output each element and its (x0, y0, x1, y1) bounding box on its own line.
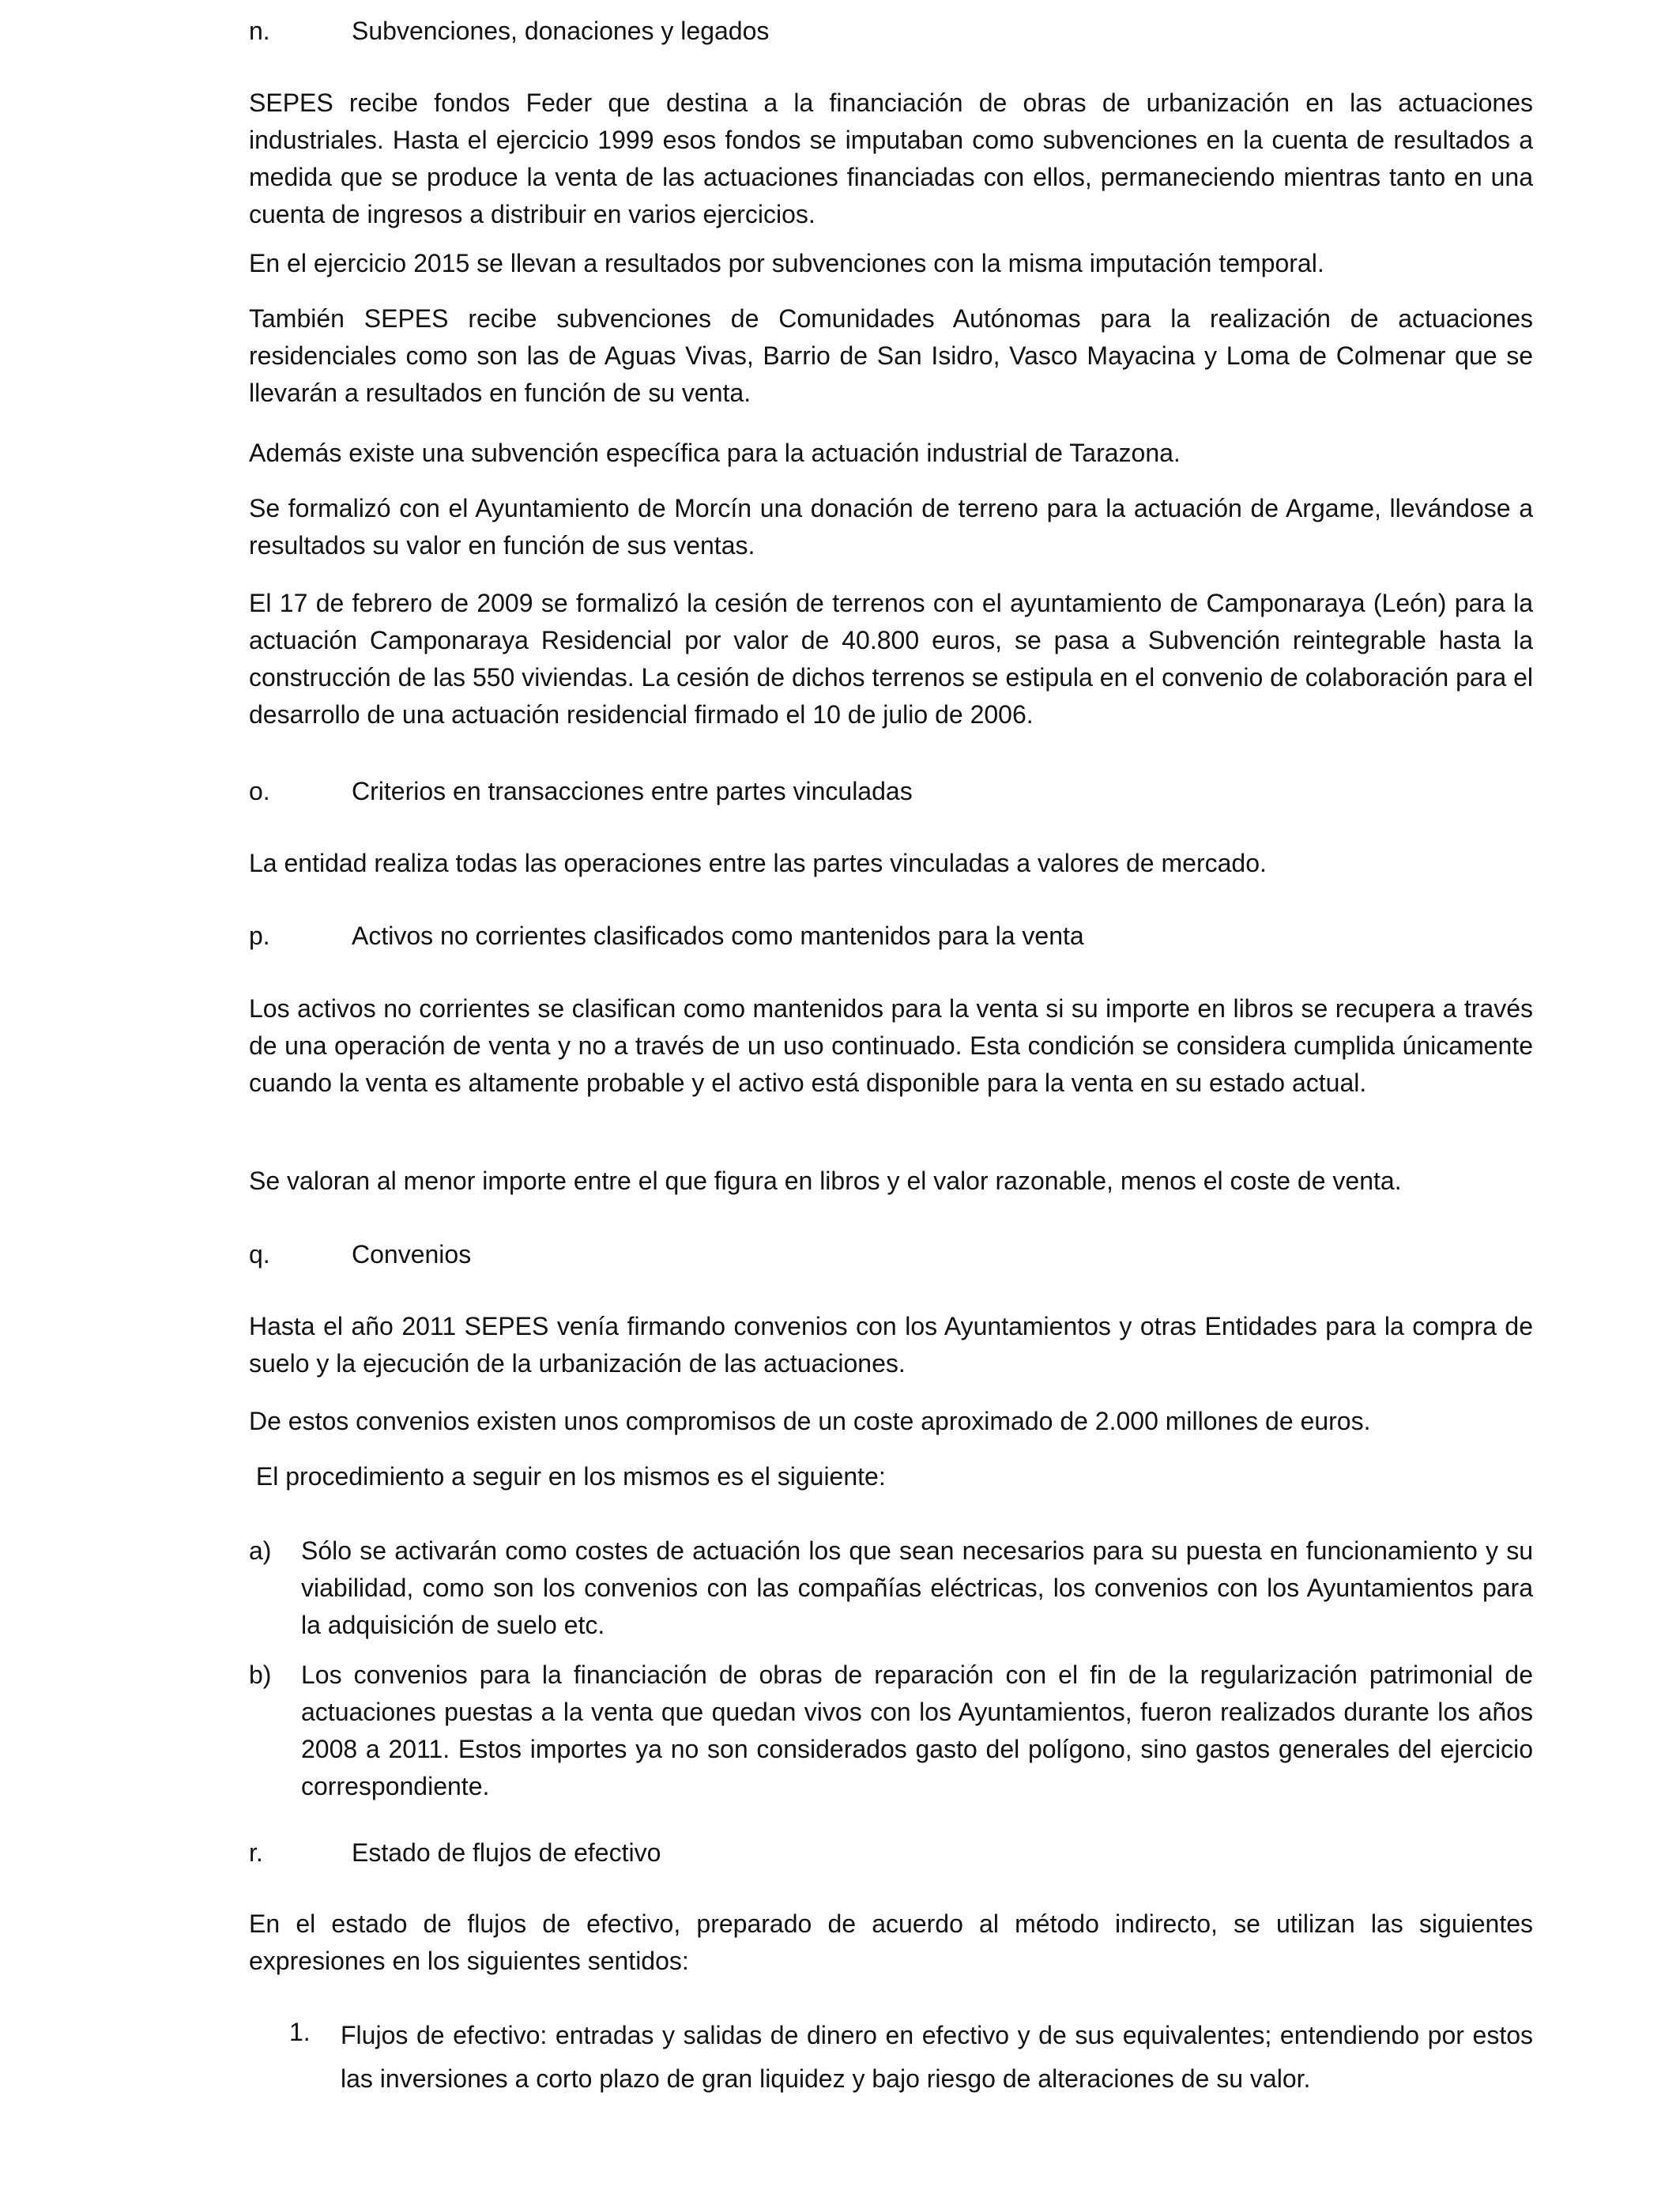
section-p-letter: p. (249, 922, 270, 950)
section-r-paragraph-1: En el estado de flujos de efectivo, preparado de acuerdo al método indirecto, se utilizan las siguientes expresiones en los siguientes sentidos: (249, 1909, 1533, 1975)
list-text: Flujos de efectivo: entradas y salidas de dinero en efectivo y de sus equivalentes; entendiendo por estos las inversiones a corto plazo de gran liquidez y bajo riesgo de alteraciones de su valor. (341, 2021, 1533, 2093)
section-p-title: Activos no corrientes clasificados como mantenidos para la venta (352, 922, 1084, 950)
section-n-paragraph-4: Además existe una subvención específica para la actuación industrial de Tarazona. (249, 439, 1181, 467)
list-marker: 1. (289, 2018, 311, 2046)
section-q-heading (249, 1236, 1533, 1273)
section-n-paragraph-2: En el ejercicio 2015 se llevan a resultados por subvenciones con la misma imputación temporal. (249, 249, 1324, 277)
section-r-letter: r. (249, 1838, 263, 1867)
section-r-title: Estado de flujos de efectivo (352, 1838, 661, 1867)
section-n-letter: n. (249, 17, 270, 45)
section-q-paragraph-2: De estos convenios existen unos compromisos de un coste aproximado de 2.000 millones de euros. (249, 1407, 1371, 1435)
section-n-paragraph-5: Se formalizó con el Ayuntamiento de Morcín una donación de terreno para la actuación de Argame, llevándose a resultados su valor en función de sus ventas. (249, 494, 1533, 560)
list-text: Sólo se activarán como costes de actuación los que sean necesarios para su puesta en funcionamiento y su viabilidad, como son los convenios con las compañías eléctricas, los convenios con los Ayuntamientos para la adquisición de suelo etc. (301, 1536, 1533, 1639)
section-n-paragraph-1: SEPES recibe fondos Feder que destina a la financiación de obras de urbanización en las actuaciones industriales. Hasta el ejercicio 1999 esos fondos se imputaban como subvenciones en la cuenta de resultados a medida que se produce la venta de las actuaciones financiadas con ellos, permaneciendo mientras tanto en una cuenta de ingresos a distribuir en varios ejercicios. (249, 89, 1533, 228)
section-q-letter: q. (249, 1240, 270, 1269)
section-n-title: Subvenciones, donaciones y legados (352, 17, 770, 45)
section-n-heading (249, 13, 1533, 50)
section-o-letter: o. (249, 777, 270, 805)
section-r-heading (249, 1834, 1533, 1872)
section-r-list-item-1 (289, 2014, 1533, 2101)
list-marker: b) (249, 1661, 272, 1689)
section-n-paragraph-3: También SEPES recibe subvenciones de Comunidades Autónomas para la realización de actuaciones residenciales como son las de Aguas Vivas, Barrio de San Isidro, Vasco Mayacina y Loma de Colmenar que se llevarán a resultados en función de su venta. (249, 304, 1533, 407)
section-q-paragraph-3: El procedimiento a seguir en los mismos es el siguiente: (249, 1462, 886, 1491)
section-o-paragraph-1: La entidad realiza todas las operaciones entre las partes vinculadas a valores de mercado. (249, 849, 1267, 877)
section-q-paragraph-1: Hasta el año 2011 SEPES venía firmando convenios con los Ayuntamientos y otras Entidades para la compra de suelo y la ejecución de la urbanización de las actuaciones. (249, 1312, 1533, 1378)
section-p-paragraph-1: Los activos no corrientes se clasifican como mantenidos para la venta si su importe en libros se recupera a través de una operación de venta y no a través de un uso continuado. Esta condición se considera cumplida únicamente cuando la venta es altamente probable y el activo está disponible para la venta en su estado actual. (249, 994, 1533, 1097)
section-q-list-item-a (249, 1532, 1533, 1644)
section-p-heading (249, 918, 1533, 955)
section-n-paragraph-6: El 17 de febrero de 2009 se formalizó la cesión de terrenos con el ayuntamiento de Camponaraya (León) para la actuación Camponaraya Residencial por valor de 40.800 euros, se pasa a Subvención reintegrable hasta la construcción de las 550 viviendas. La cesión de dichos terrenos se estipula en el convenio de colaboración para el desarrollo de una actuación residencial firmado el 10 de julio de 2006. (249, 589, 1533, 729)
section-q-list-item-b (249, 1657, 1533, 1805)
list-marker: a) (249, 1536, 272, 1565)
section-p-paragraph-2: Se valoran al menor importe entre el que figura en libros y el valor razonable, menos el coste de venta. (249, 1167, 1402, 1195)
section-o-title: Criterios en transacciones entre partes vinculadas (352, 777, 913, 805)
section-q-title: Convenios (352, 1240, 472, 1269)
section-o-heading (249, 773, 1533, 810)
list-text: Los convenios para la financiación de obras de reparación con el fin de la regularización patrimonial de actuaciones puestas a la venta que quedan vivos con los Ayuntamientos, fueron realizados durante los años 2008 a 2011. Estos importes ya no son considerados gasto del polígono, sino gastos generales del ejercicio correspondiente. (301, 1661, 1533, 1800)
